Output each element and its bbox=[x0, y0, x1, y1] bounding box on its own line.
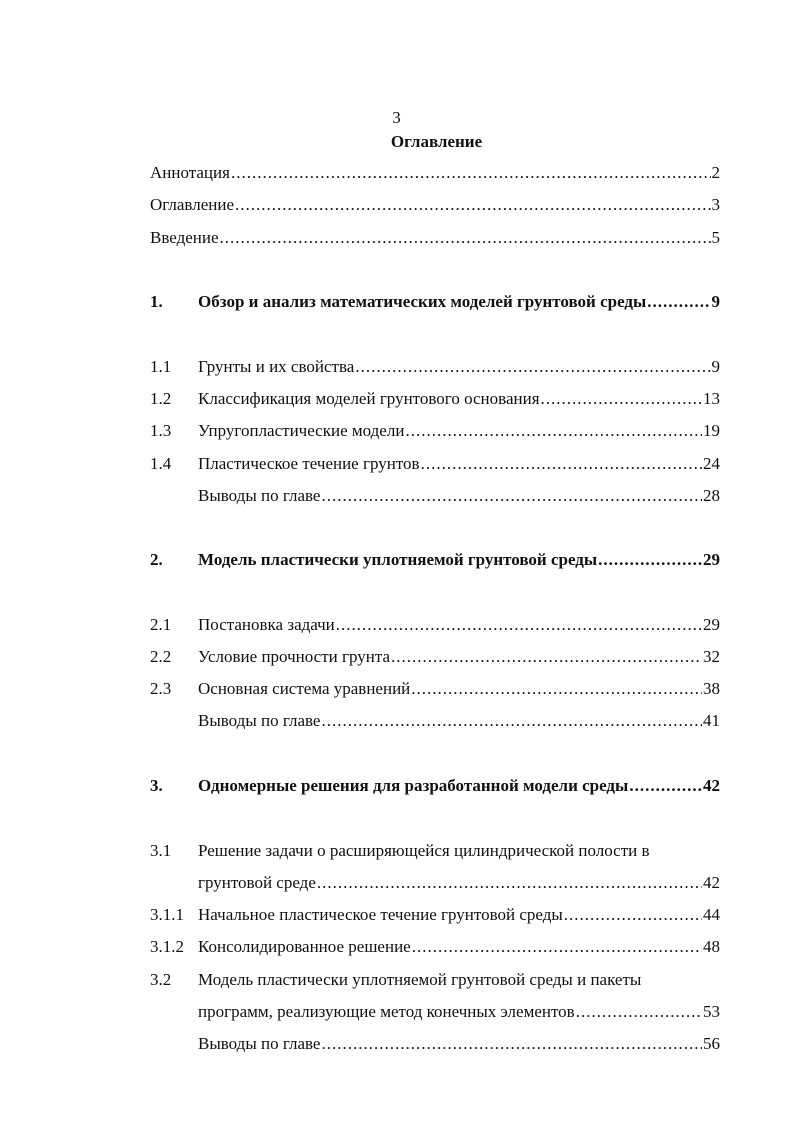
chapter-number: 1. bbox=[150, 292, 163, 311]
chapter-page: 42 bbox=[703, 776, 720, 795]
toc-entry-page: 5 bbox=[711, 228, 720, 247]
section-page: 41 bbox=[703, 711, 720, 730]
chapter-title: Обзор и анализ математических моделей грунтовой среды bbox=[198, 292, 647, 311]
toc-section-1-1[interactable] bbox=[198, 357, 720, 377]
section-title: Выводы по главе bbox=[198, 1034, 321, 1053]
section-page: 19 bbox=[703, 421, 720, 440]
section-title: Классификация моделей грунтового основания bbox=[198, 389, 540, 408]
section-number: 1.4 bbox=[150, 454, 172, 473]
section-title-line2: грунтовой среде bbox=[198, 873, 316, 892]
toc-entry-label: Введение bbox=[150, 228, 219, 247]
section-page: 48 bbox=[703, 937, 720, 956]
section-title: Консолидированное решение bbox=[198, 937, 411, 956]
toc-entry-page: 2 bbox=[711, 163, 720, 182]
section-title: Выводы по главе bbox=[198, 486, 321, 505]
section-page: 42 bbox=[703, 873, 720, 892]
toc-section-2-2[interactable] bbox=[198, 647, 720, 667]
toc-section-1-4[interactable] bbox=[198, 454, 720, 474]
section-number: 1.2 bbox=[150, 389, 172, 408]
section-title: Постановка задачи bbox=[198, 615, 335, 634]
toc-entry-annotation[interactable] bbox=[150, 163, 720, 183]
toc-entry-page: 3 bbox=[711, 195, 720, 214]
toc-entry-label: Оглавление bbox=[150, 195, 234, 214]
section-page: 9 bbox=[711, 357, 720, 376]
section-title: Начальное пластическое течение грунтовой среды bbox=[198, 905, 563, 924]
toc-section-1-conclusions[interactable] bbox=[198, 486, 720, 506]
section-page: 44 bbox=[703, 905, 720, 924]
section-title: Пластическое течение грунтов bbox=[198, 454, 420, 473]
section-page: 53 bbox=[703, 1002, 720, 1021]
toc-section-1-2[interactable] bbox=[198, 389, 720, 409]
toc-chapter-1[interactable] bbox=[198, 292, 720, 312]
section-number: 3.2 bbox=[150, 970, 172, 989]
toc-chapter-3[interactable] bbox=[198, 776, 720, 796]
document-title: Оглавление bbox=[390, 132, 483, 151]
toc-section-3-1-1[interactable] bbox=[198, 905, 720, 925]
toc-section-2-1[interactable] bbox=[198, 615, 720, 635]
chapter-number: 3. bbox=[150, 776, 163, 795]
toc-section-3-2[interactable] bbox=[198, 1002, 720, 1022]
toc-section-3-1[interactable] bbox=[198, 873, 720, 893]
section-page: 29 bbox=[703, 615, 720, 634]
toc-chapter-2[interactable] bbox=[198, 550, 720, 570]
chapter-title: Модель пластически уплотняемой грунтовой среды bbox=[198, 550, 598, 569]
section-title: Упругопластические модели bbox=[198, 421, 405, 440]
chapter-page: 29 bbox=[703, 550, 720, 569]
chapter-number: 2. bbox=[150, 550, 163, 569]
toc-entry-introduction[interactable] bbox=[150, 228, 720, 248]
section-page: 24 bbox=[703, 454, 720, 473]
toc-section-3-1-2[interactable] bbox=[198, 937, 720, 957]
section-number: 3.1.1 bbox=[150, 905, 184, 924]
section-number: 1.3 bbox=[150, 421, 172, 440]
section-page: 38 bbox=[703, 679, 720, 698]
toc-section-3-conclusions[interactable] bbox=[198, 1034, 720, 1054]
section-page: 13 bbox=[703, 389, 720, 408]
section-page: 56 bbox=[703, 1034, 720, 1053]
section-number: 1.1 bbox=[150, 357, 172, 376]
chapter-page: 9 bbox=[711, 292, 720, 311]
section-title: Условие прочности грунта bbox=[198, 647, 391, 666]
section-title-line1[interactable]: Модель пластически уплотняемой грунтовой среды и пакеты bbox=[198, 970, 642, 989]
section-number: 2.2 bbox=[150, 647, 172, 666]
section-number: 3.1.2 bbox=[150, 937, 184, 956]
toc-section-2-conclusions[interactable] bbox=[198, 711, 720, 731]
section-number: 2.3 bbox=[150, 679, 172, 698]
toc-entry-label: Аннотация bbox=[150, 163, 230, 182]
toc-section-1-3[interactable] bbox=[198, 421, 720, 441]
toc-section-2-3[interactable] bbox=[198, 679, 720, 699]
section-number: 2.1 bbox=[150, 615, 172, 634]
section-title: Основная система уравнений bbox=[198, 679, 411, 698]
section-title-line2: программ, реализующие метод конечных элементов bbox=[198, 1002, 575, 1021]
section-page: 28 bbox=[703, 486, 720, 505]
toc-entry-contents[interactable] bbox=[150, 195, 720, 215]
chapter-title: Одномерные решения для разработанной модели среды bbox=[198, 776, 629, 795]
section-title-line1[interactable]: Решение задачи о расширяющейся цилиндрической полости в bbox=[198, 841, 650, 860]
section-title: Выводы по главе bbox=[198, 711, 321, 730]
page-number: 3 bbox=[392, 108, 401, 127]
section-title: Грунты и их свойства bbox=[198, 357, 355, 376]
section-page: 32 bbox=[703, 647, 720, 666]
section-number: 3.1 bbox=[150, 841, 172, 860]
